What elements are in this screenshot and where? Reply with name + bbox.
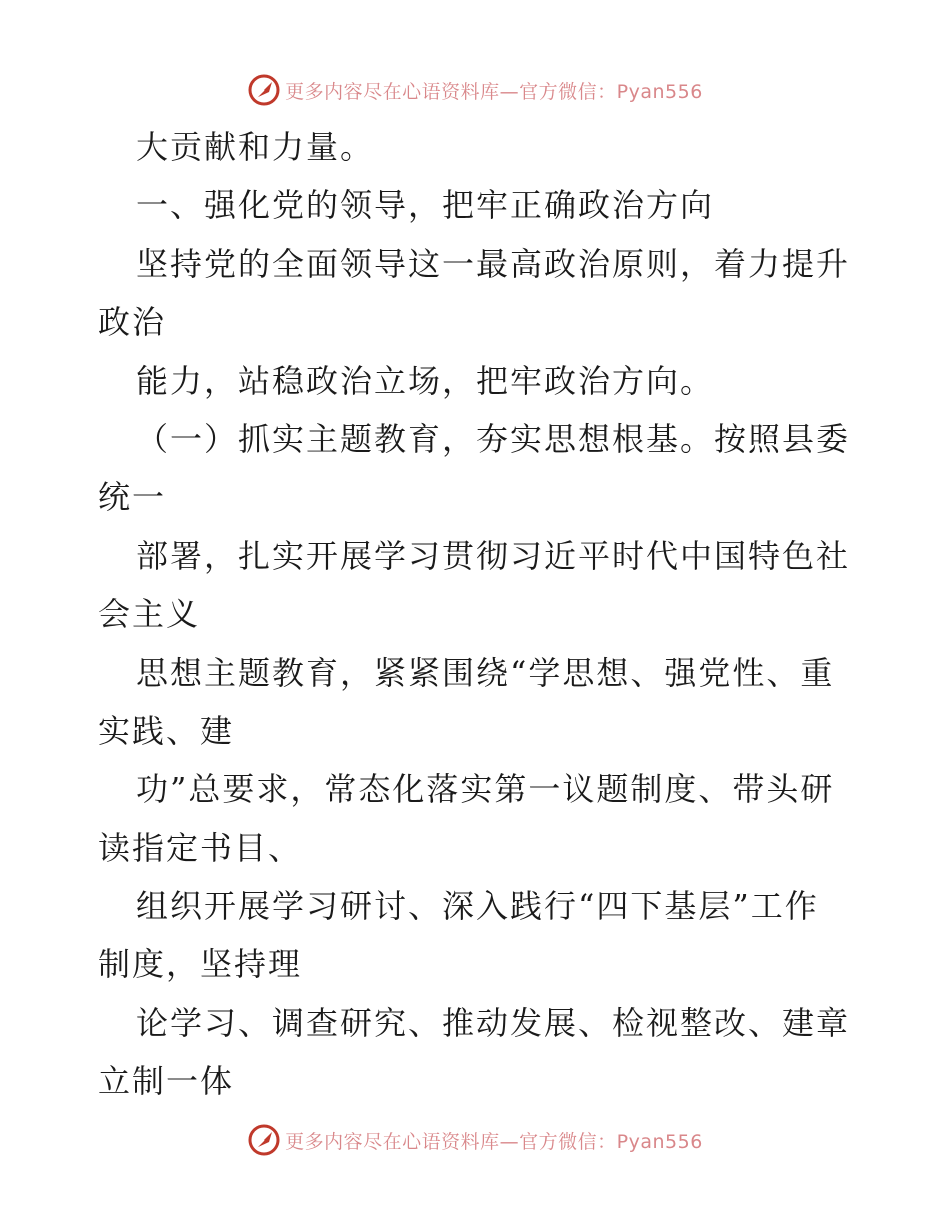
text-line: 思想主题教育，紧紧围绕“学思想、强党性、重 <box>136 653 835 692</box>
text-line: 读指定书目、 <box>98 828 303 867</box>
text-line: 一、强化党的领导，把牢正确政治方向 <box>136 186 715 225</box>
footer-watermark <box>0 1120 950 1160</box>
text-line: 统一 <box>98 478 167 517</box>
text-line: 政治 <box>98 303 167 342</box>
watermark-text: 更多内容尽在心语资料库—官方微信：Pyan556 <box>285 80 703 103</box>
text-line: 部署，扎实开展学习贯彻习近平时代中国特色社 <box>136 536 851 575</box>
text-line: 制度，坚持理 <box>98 945 303 984</box>
text-line: 实践、建 <box>98 711 235 750</box>
quill-logo-icon <box>247 1123 281 1157</box>
text-line: 功”总要求，常态化落实第一议题制度、带头研 <box>136 770 835 809</box>
text-line: 能力，站稳政治立场，把牢政治方向。 <box>136 361 715 400</box>
document-body <box>98 118 858 1111</box>
header-watermark <box>0 70 950 110</box>
text-line: 坚持党的全面领导这一最高政治原则，着力提升 <box>136 244 851 283</box>
quill-logo-icon <box>247 73 281 107</box>
watermark-text: 更多内容尽在心语资料库—官方微信：Pyan556 <box>285 1130 703 1153</box>
text-line: 大贡献和力量。 <box>136 128 375 166</box>
text-line: 会主义 <box>98 595 201 634</box>
text-line: （一）抓实主题教育，夯实思想根基。按照县委 <box>136 419 851 458</box>
text-line: 组织开展学习研讨、深入践行“四下基层”工作 <box>136 887 819 926</box>
text-line: 立制一体 <box>98 1062 235 1101</box>
text-line: 论学习、调查研究、推动发展、检视整改、建章 <box>136 1003 851 1042</box>
